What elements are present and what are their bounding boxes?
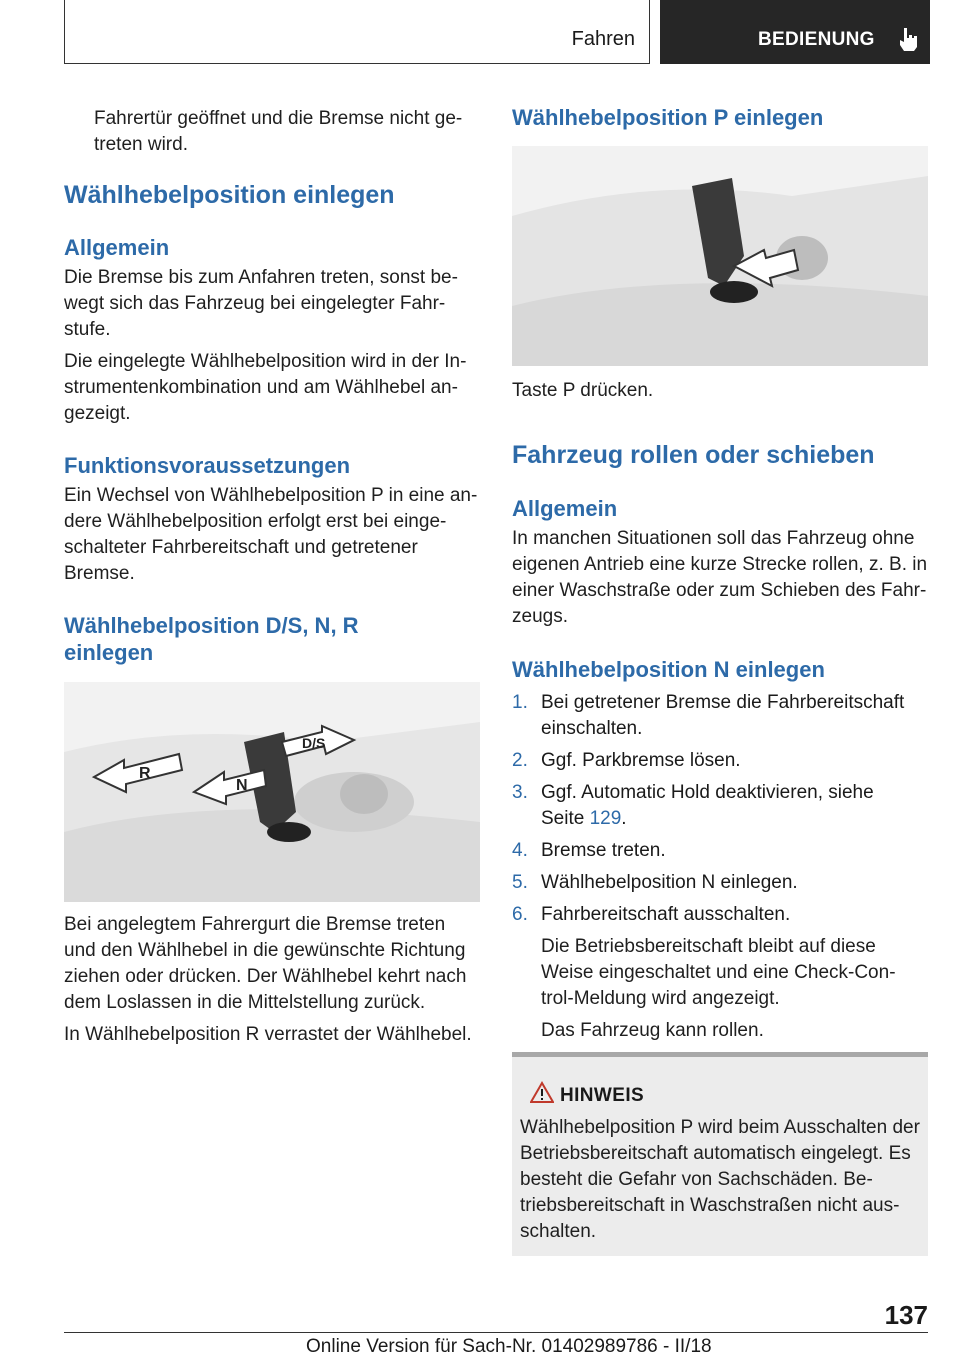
section-dsnr <box>64 612 444 666</box>
step-item: 6. Fahrbereitschaft ausschalten. <box>512 904 791 925</box>
heading-funktionsvoraussetzungen: Funktionsvoraussetzungen <box>64 453 351 478</box>
section-allgemein-left <box>64 234 480 427</box>
p-button-illustration <box>512 146 928 366</box>
header-chapter-box <box>660 0 930 64</box>
arrow-label-r: R <box>139 765 151 782</box>
heading-waehlhebelposition-einlegen: Wählhebelposition einlegen <box>64 181 395 209</box>
section-allgemein-right <box>512 495 928 630</box>
hinweis-title: HINWEIS <box>560 1085 645 1106</box>
page-link-129[interactable]: 129 <box>589 808 622 829</box>
heading-p-einlegen: Wählhebelposition P einlegen <box>512 105 824 130</box>
section-p-caption <box>512 378 928 404</box>
continuation-text: Fahrertür geöffnet und die Bremse nicht ge-treten wird. <box>94 108 463 155</box>
step-item: 5. Wählhebelposition N einlegen. <box>512 872 798 893</box>
step6-detail: Die Betriebsbereitschaft bleibt auf diese Weise eingeschaltet und eine Check-Con-trol-Meldung wird angezeigt. <box>541 936 896 1009</box>
hinweis-box <box>512 1052 928 1256</box>
footer-rule <box>64 1332 928 1333</box>
section-funktionsvoraussetzungen <box>64 452 482 587</box>
paragraph-verrastet: In Wählhebelposition R verrastet der Wählhebel. <box>64 1024 472 1045</box>
heading-allgemein: Allgemein <box>64 235 170 260</box>
continuation-text-block <box>94 106 474 158</box>
header-section-box <box>64 0 650 64</box>
paragraph-situationen: In manchen Situationen soll das Fahrzeug ohne eigenen Antrieb eine kurze Strecke rollen, z. B. in einer Waschstraße oder zum Schieben des Fahr-zeugs. <box>512 528 928 627</box>
step-item: 4. Bremse treten. <box>512 840 666 861</box>
step-item: 2. Ggf. Parkbremse lösen. <box>512 750 741 771</box>
caption-taste-p: Taste P drücken. <box>512 380 654 401</box>
section-dsnr-text <box>64 912 482 1048</box>
gear-selector-p-image <box>512 146 928 366</box>
section-rollen <box>512 440 928 470</box>
paragraph-fahrergurt: Bei angelegtem Fahrergurt die Bremse treten und den Wählhebel in die gewünschte Richtung ziehen oder drücken. Der Wählhebel kehrt nach dem Loslassen in die Mittelstellung zurück. <box>64 914 467 1013</box>
section-p-position <box>512 104 928 131</box>
section-select-position <box>64 180 484 210</box>
steps-list-container <box>512 690 922 1044</box>
heading-n-einlegen: Wählhebelposition N einlegen <box>512 657 825 682</box>
step-item: 3. Ggf. Automatic Hold deaktivieren, siehe Seite 129. <box>512 782 874 829</box>
paragraph-bremse: Die Bremse bis zum Anfahren treten, sonst be-wegt sich das Fahrzeug bei eingelegter Fahr-stufe. <box>64 267 458 340</box>
arrow-label-n: N <box>236 777 248 794</box>
paragraph-anzeige: Die eingelegte Wählhebelposition wird in der In-strumentenkombination und am Wählhebel an-gezeigt. <box>64 351 467 424</box>
arrow-label-ds: D/S <box>302 735 326 751</box>
header-section-tab: Fahren <box>571 28 635 50</box>
step6-rollen: Das Fahrzeug kann rollen. <box>541 1020 764 1041</box>
warning-triangle-icon <box>530 1081 554 1105</box>
section-n-position <box>512 656 928 683</box>
heading-allgemein-right: Allgemein <box>512 496 618 521</box>
heading-dsnr: Wählhebelposition D/S, N, R einlegen <box>64 613 359 665</box>
hand-pointer-icon <box>896 26 922 52</box>
header-chapter-label: BEDIENUNG <box>758 29 875 50</box>
page-number: 137 <box>884 1300 928 1330</box>
gear-selector-illustration <box>64 682 480 902</box>
heading-fahrzeug-rollen: Fahrzeug rollen oder schieben <box>512 441 875 469</box>
paragraph-wechsel: Ein Wechsel von Wählhebelposition P in eine an-dere Wählhebelposition erfolgt erst bei einge-schalteter Fahrbereitschaft und getretener Bremse. <box>64 485 478 584</box>
gear-selector-dsnr-image <box>64 682 480 902</box>
hinweis-body: Wählhebelposition P wird beim Ausschalten der Betriebsbereitschaft automatisch eingelegt. Es besteht die Gefahr von Sachschäden. Be-triebsbereitschaft in Waschstraßen nicht aus-schalten. <box>520 1117 920 1242</box>
step-item: 1. Bei getretener Bremse die Fahrbereitschaft einschalten. <box>512 692 905 739</box>
footer-text: Online Version für Sach-Nr. 01402989786 - II/18 <box>306 1336 712 1357</box>
steps-list <box>512 690 922 928</box>
